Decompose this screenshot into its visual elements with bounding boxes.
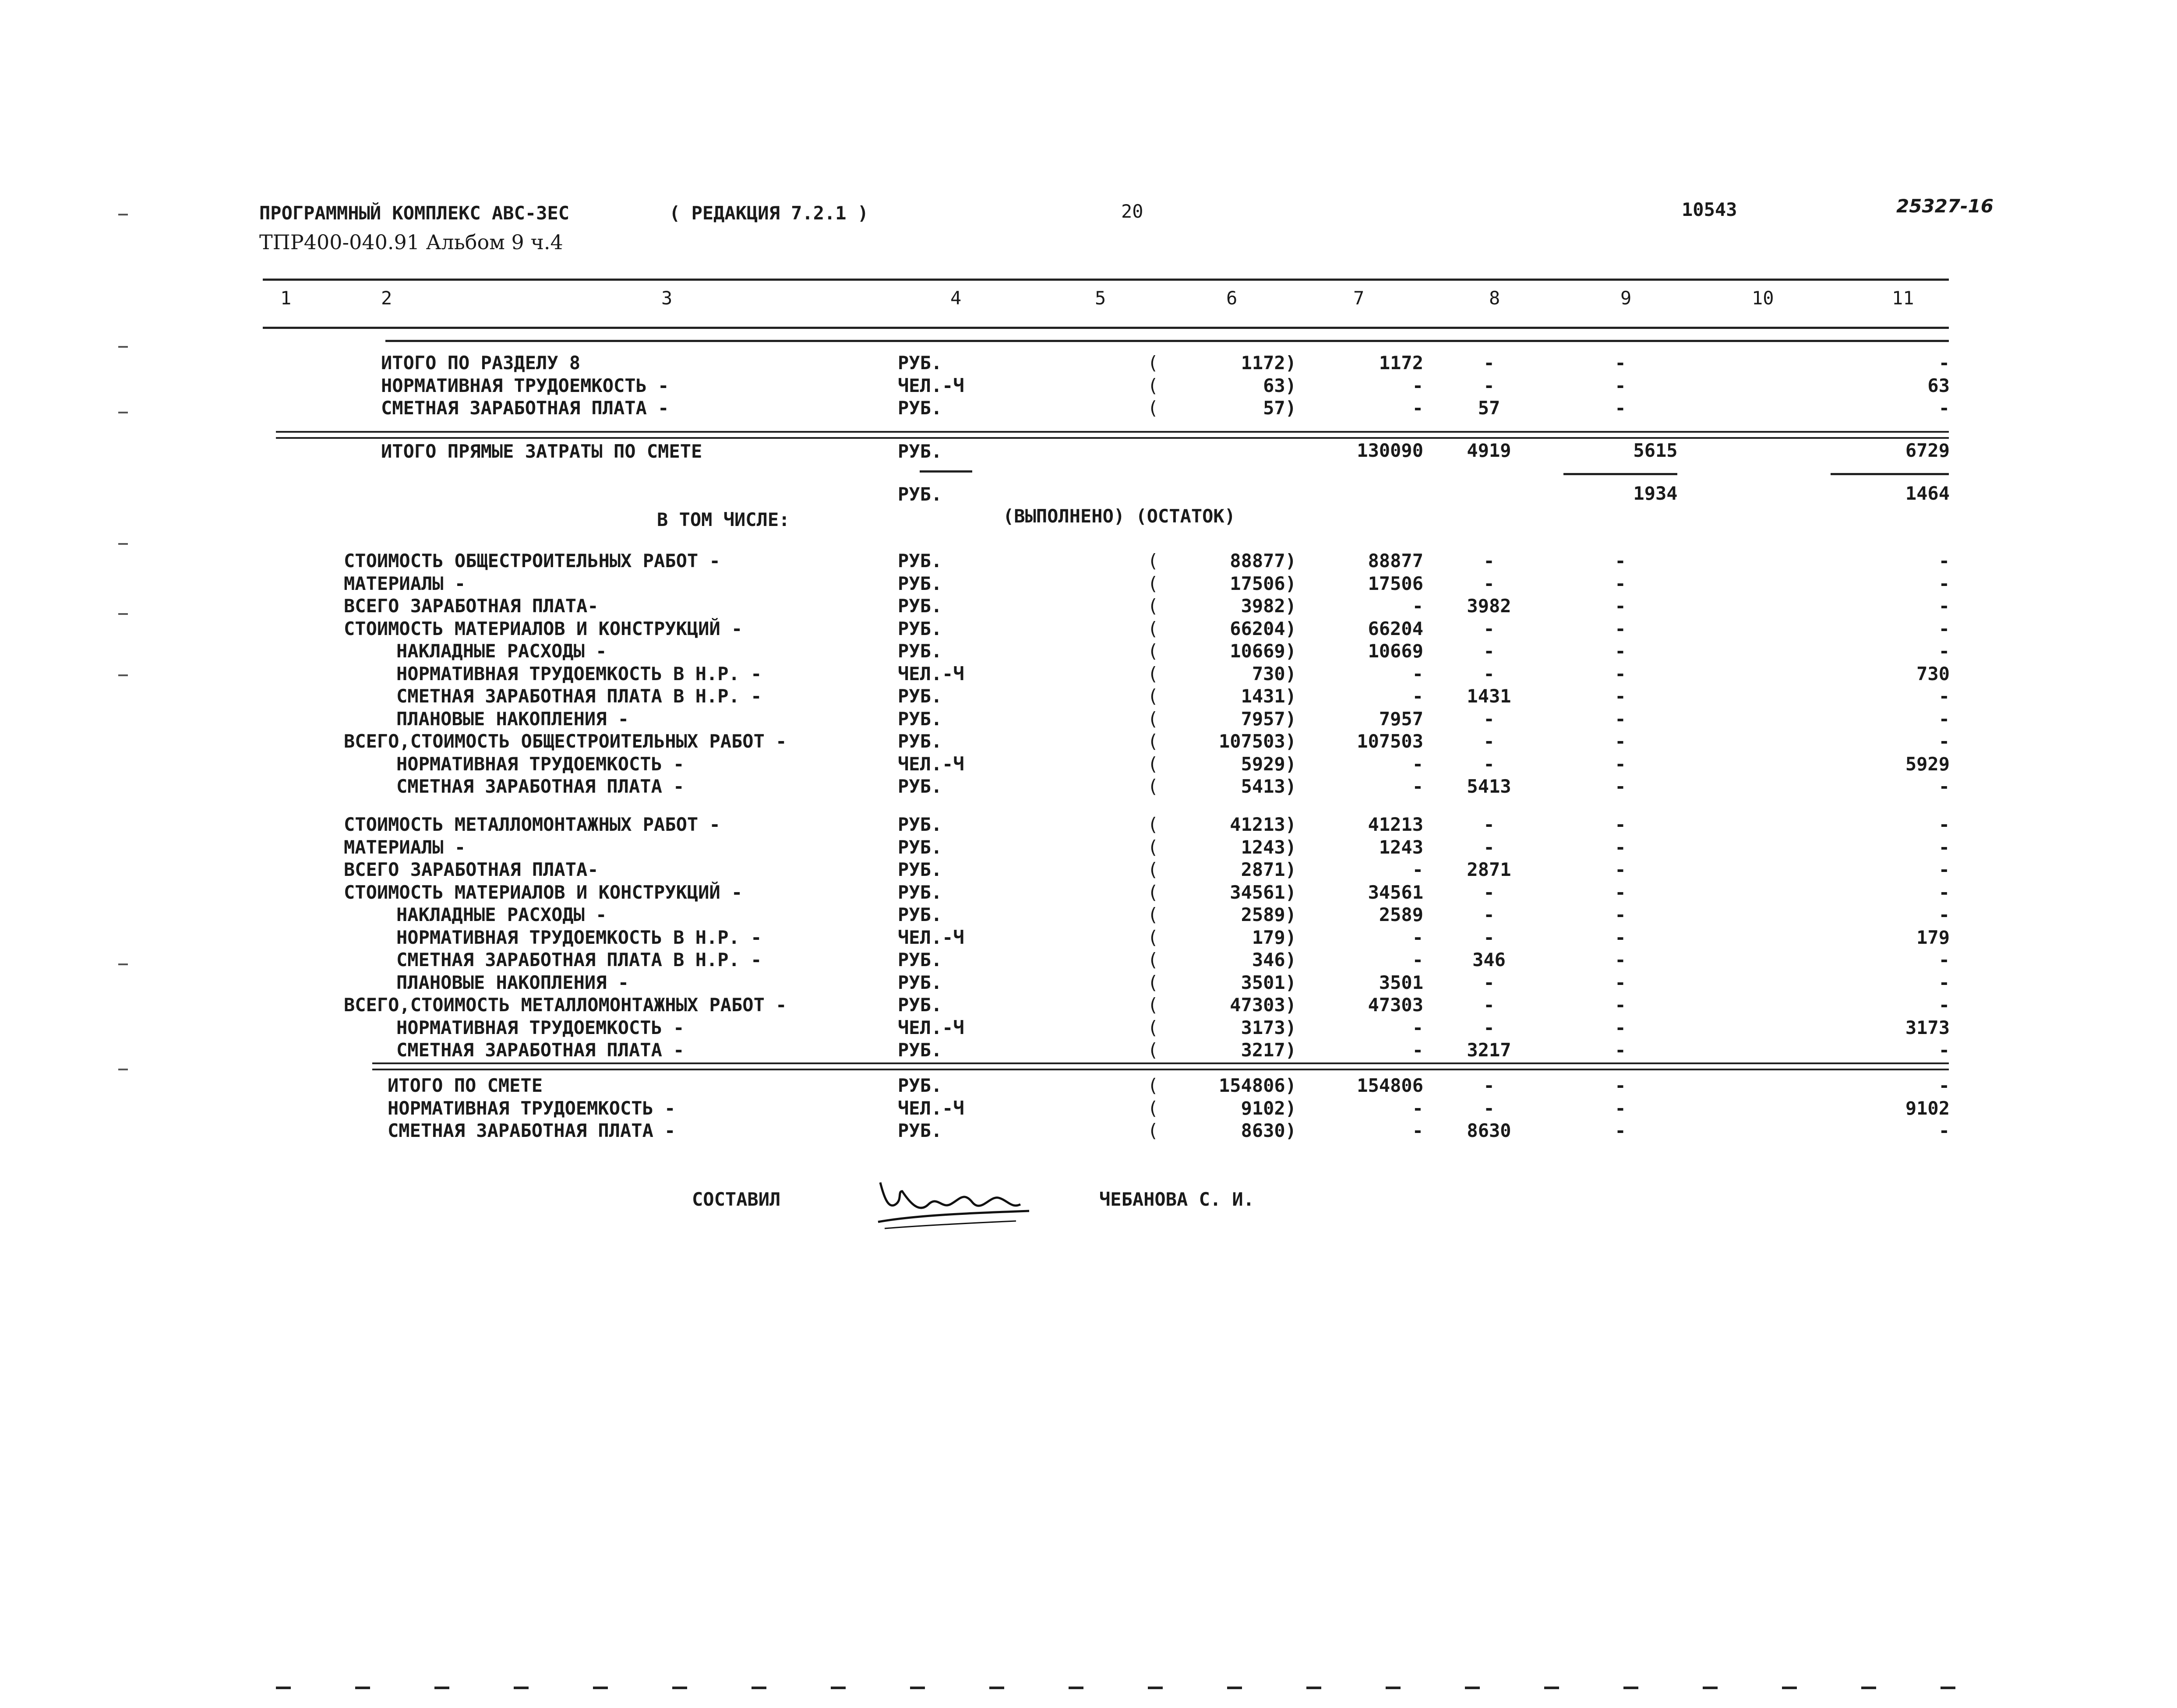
col9-value: - [1615,776,1626,797]
grand-total-rule-1 [372,1062,1949,1064]
col7-value: - [1412,595,1423,617]
row-name: НОРМАТИВНАЯ ТРУДОЕМКОСТЬ - [381,374,669,396]
column-number-4: 4 [950,287,962,309]
open-paren: ( [1147,572,1159,594]
row-unit: РУБ. [898,685,942,707]
row-name: НОРМАТИВНАЯ ТРУДОЕМКОСТЬ - [388,1097,676,1119]
col7-value: 154806 [1357,1075,1423,1096]
col11-value: - [1938,1039,1950,1061]
direct-costs-col8: 4919 [1467,440,1511,461]
row-name: ПЛАНОВЫЕ НАКОПЛЕНИЯ - [396,971,629,993]
col7-value: 34561 [1368,881,1423,903]
col8-value: - [1483,663,1495,685]
direct-costs-rule-1 [276,431,1949,433]
col11-value: 5929 [1905,753,1950,775]
col11-value: - [1938,814,1950,835]
col8-value: 8630 [1467,1120,1511,1141]
edge-dash [1861,1687,1876,1689]
column-number-1: 1 [280,287,292,309]
row-unit: РУБ. [898,708,942,730]
col11-value: - [1938,1120,1950,1141]
col11-value: - [1938,859,1950,880]
row-unit: ЧЕЛ.-Ч [898,374,964,396]
col6-value: 346) [1252,949,1296,970]
col9-value: - [1615,1016,1626,1038]
col8-value: 3217 [1467,1039,1511,1061]
edge-dash [355,1687,370,1689]
margin-tick [118,214,128,215]
col6-value: 3173) [1241,1016,1296,1038]
col11-value: 179 [1916,926,1950,948]
open-paren: ( [1147,1039,1159,1061]
col6-value: 5929) [1241,753,1296,775]
col7-value: 41213 [1368,814,1423,835]
row-name: ВСЕГО ЗАРАБОТНАЯ ПЛАТА- [344,859,599,880]
col9-value: - [1615,1097,1626,1119]
row-unit: ЧЕЛ.-Ч [898,663,964,685]
col7-value: - [1412,1039,1423,1061]
direct-costs-label: ИТОГО ПРЯМЫЕ ЗАТРАТЫ ПО СМЕТЕ [381,441,702,462]
edge-dash [910,1687,925,1689]
album-reference: ТПР400-040.91 Альбом 9 ч.4 [259,230,563,254]
col8-value: - [1483,753,1495,775]
col11-value: - [1938,352,1950,374]
row-name: СТОИМОСТЬ МАТЕРИАЛОВ И КОНСТРУКЦИЙ - [344,618,743,639]
row-unit: РУБ. [898,572,942,594]
col6-value: 107503) [1218,730,1296,752]
edge-dash [1306,1687,1321,1689]
row-name: ПЛАНОВЫЕ НАКОПЛЕНИЯ - [396,708,629,730]
col7-value: - [1412,1016,1423,1038]
page-number: 20 [1121,201,1143,222]
col8-value: - [1483,926,1495,948]
row-name: ИТОГО ПО СМЕТЕ [388,1075,543,1096]
col9-value: - [1615,595,1626,617]
edge-dash [1148,1687,1163,1689]
open-paren: ( [1147,352,1159,374]
edge-dash [1465,1687,1480,1689]
col8-value: - [1483,881,1495,903]
row-unit: РУБ. [898,397,942,419]
open-paren: ( [1147,708,1159,730]
col11-value: - [1938,881,1950,903]
col11-value: - [1938,685,1950,707]
row-unit: РУБ. [898,1120,942,1141]
margin-tick [118,543,128,545]
column-number-6: 6 [1226,287,1238,309]
col8-value: - [1483,352,1495,374]
direct-costs-col9-b: 1934 [1633,483,1678,504]
row-unit: РУБ. [898,881,942,903]
open-paren: ( [1147,859,1159,880]
edge-dash [434,1687,449,1689]
col6-value: 8630) [1241,1120,1296,1141]
col9-value: - [1615,949,1626,970]
open-paren: ( [1147,397,1159,419]
edge-dash [514,1687,529,1689]
open-paren: ( [1147,618,1159,639]
col7-value: - [1412,776,1423,797]
col9-value: - [1615,994,1626,1016]
row-name: СМЕТНАЯ ЗАРАБОТНАЯ ПЛАТА В Н.Р. - [396,685,762,707]
col9-value: - [1615,663,1626,685]
col11-value: - [1938,708,1950,730]
col9-value: - [1615,572,1626,594]
direct-costs-col9: 5615 [1633,440,1678,461]
direct-costs-unit-rule [920,470,972,473]
col7-value: - [1412,949,1423,970]
column-number-11: 11 [1892,287,1914,309]
row-name: СМЕТНАЯ ЗАРАБОТНАЯ ПЛАТА В Н.Р. - [396,949,762,970]
col6-value: 730) [1252,663,1296,685]
grand-total-rule-2 [372,1069,1949,1070]
col6-value: 57) [1263,397,1296,419]
edge-dash [1941,1687,1955,1689]
col11-value: - [1938,618,1950,639]
direct-costs-unit-2: РУБ. [898,483,942,505]
col11-value: 63 [1927,374,1950,396]
col8-value: - [1483,708,1495,730]
edge-dash [672,1687,687,1689]
row-name: ИТОГО ПО РАЗДЕЛУ 8 [381,352,581,374]
col7-value: 17506 [1368,572,1423,594]
col9-value: - [1615,1120,1626,1141]
row-unit: ЧЕЛ.-Ч [898,1097,964,1119]
row-name: НОРМАТИВНАЯ ТРУДОЕМКОСТЬ В Н.Р. - [396,663,762,685]
margin-tick [118,674,128,676]
col11-value: - [1938,836,1950,858]
margin-tick [118,963,128,965]
column-header-bottom-rule [263,327,1949,329]
col8-value: 1431 [1467,685,1511,707]
direct-costs-rule-2 [276,437,1949,439]
edge-dash [1069,1687,1083,1689]
col6-value: 17506) [1230,572,1296,594]
col7-value: - [1412,859,1423,880]
row-unit: РУБ. [898,776,942,797]
col8-value: - [1483,836,1495,858]
col6-value: 1172) [1241,352,1296,374]
col6-value: 47303) [1230,994,1296,1016]
col8-value: - [1483,994,1495,1016]
col6-value: 3982) [1241,595,1296,617]
edge-dash [1782,1687,1797,1689]
col8-value: - [1483,1075,1495,1096]
col9-value: - [1615,881,1626,903]
col7-value: 10669 [1368,640,1423,662]
col8-value: - [1483,618,1495,639]
col11-value: 3173 [1905,1016,1950,1038]
column-number-7: 7 [1353,287,1365,309]
row-unit: РУБ. [898,971,942,993]
col11-value: - [1938,640,1950,662]
including-label: В ТОМ ЧИСЛЕ: [657,509,790,530]
col6-value: 1243) [1241,836,1296,858]
col7-value: 66204 [1368,618,1423,639]
col9-value: - [1615,374,1626,396]
col6-value: 2589) [1241,904,1296,925]
col9-value: - [1615,550,1626,572]
signature [872,1174,1034,1239]
document-code: 25327-16 [1896,195,1994,217]
open-paren: ( [1147,904,1159,925]
edge-dash [1703,1687,1718,1689]
col7-value: 1243 [1379,836,1423,858]
col11-value: - [1938,1075,1950,1096]
col9-value: - [1615,352,1626,374]
row-name: НОРМАТИВНАЯ ТРУДОЕМКОСТЬ - [396,753,685,775]
col11-value: - [1938,550,1950,572]
column-number-8: 8 [1489,287,1500,309]
col6-value: 2871) [1241,859,1296,880]
row-name: НОРМАТИВНАЯ ТРУДОЕМКОСТЬ В Н.Р. - [396,926,762,948]
col6-value: 88877) [1230,550,1296,572]
col11-value: 9102 [1905,1097,1950,1119]
col6-value: 179) [1252,926,1296,948]
col9-value: - [1615,640,1626,662]
col9-value: - [1615,904,1626,925]
col6-value: 3217) [1241,1039,1296,1061]
col7-value: 3501 [1379,971,1423,993]
open-paren: ( [1147,595,1159,617]
col11-value: - [1938,572,1950,594]
open-paren: ( [1147,550,1159,572]
col9-value: - [1615,1075,1626,1096]
col9-value: - [1615,708,1626,730]
col8-value: - [1483,814,1495,835]
col7-value: - [1412,753,1423,775]
edge-dash [1386,1687,1401,1689]
col9-value: - [1615,836,1626,858]
col9-value: - [1615,859,1626,880]
col7-value: - [1412,685,1423,707]
edge-dash [593,1687,608,1689]
col6-value: 9102) [1241,1097,1296,1119]
col9-value: - [1615,926,1626,948]
col11-value: - [1938,397,1950,419]
row-unit: РУБ. [898,994,942,1016]
compiler-name: ЧЕБАНОВА С. И. [1099,1189,1255,1210]
open-paren: ( [1147,1075,1159,1096]
open-paren: ( [1147,1016,1159,1038]
edge-dash [1544,1687,1559,1689]
col6-value: 34561) [1230,881,1296,903]
col8-value: - [1483,1016,1495,1038]
open-paren: ( [1147,640,1159,662]
row-unit: РУБ. [898,730,942,752]
row-name: МАТЕРИАЛЫ - [344,836,466,858]
col8-value: - [1483,572,1495,594]
edge-dash [1623,1687,1638,1689]
row-name: СТОИМОСТЬ МЕТАЛЛОМОНТАЖНЫХ РАБОТ - [344,814,720,835]
col6-value: 10669) [1230,640,1296,662]
col7-value: - [1412,1097,1423,1119]
row-unit: РУБ. [898,814,942,835]
document-number: 10543 [1682,199,1737,220]
col7-value: 7957 [1379,708,1423,730]
col11-value: - [1938,730,1950,752]
margin-tick [118,412,128,413]
open-paren: ( [1147,994,1159,1016]
col8-value: 2871 [1467,859,1511,880]
open-paren: ( [1147,730,1159,752]
compiled-by-label: СОСТАВИЛ [692,1189,781,1210]
open-paren: ( [1147,685,1159,707]
col7-value: - [1412,1120,1423,1141]
margin-tick [118,346,128,348]
col6-value: 63) [1263,374,1296,396]
row-name: НАКЛАДНЫЕ РАСХОДЫ - [396,904,607,925]
col9-value: - [1615,685,1626,707]
col8-value: - [1483,730,1495,752]
col8-value: - [1483,640,1495,662]
row-unit: РУБ. [898,836,942,858]
col11-value: - [1938,994,1950,1016]
row-unit: РУБ. [898,595,942,617]
col8-value: 346 [1472,949,1506,970]
row-unit: ЧЕЛ.-Ч [898,1016,964,1038]
col7-value: - [1412,374,1423,396]
row-name: СМЕТНАЯ ЗАРАБОТНАЯ ПЛАТА - [396,1039,685,1061]
open-paren: ( [1147,776,1159,797]
open-paren: ( [1147,663,1159,685]
edge-dash [276,1687,291,1689]
row-unit: РУБ. [898,550,942,572]
col7-value: - [1412,397,1423,419]
col8-value: - [1483,374,1495,396]
row-unit: РУБ. [898,904,942,925]
row-name: СМЕТНАЯ ЗАРАБОТНАЯ ПЛАТА - [388,1120,676,1141]
row-unit: РУБ. [898,640,942,662]
row-name: СТОИМОСТЬ МАТЕРИАЛОВ И КОНСТРУКЦИЙ - [344,881,743,903]
column-header-top-rule [263,279,1949,281]
row-name: ВСЕГО,СТОИМОСТЬ МЕТАЛЛОМОНТАЖНЫХ РАБОТ - [344,994,787,1016]
row-unit: ЧЕЛ.-Ч [898,753,964,775]
col7-value: 107503 [1357,730,1423,752]
edition-label: ( РЕДАКЦИЯ 7.2.1 ) [669,202,869,224]
col11-value: - [1938,949,1950,970]
col7-value: - [1412,926,1423,948]
row-unit: РУБ. [898,1039,942,1061]
col8-value: 57 [1478,397,1500,419]
row-unit: РУБ. [898,618,942,639]
column-number-3: 3 [661,287,673,309]
row-name: МАТЕРИАЛЫ - [344,572,466,594]
col8-value: - [1483,1097,1495,1119]
row-unit: РУБ. [898,949,942,970]
col7-value: 47303 [1368,994,1423,1016]
col11-value: - [1938,776,1950,797]
col8-value: - [1483,971,1495,993]
row-name: ВСЕГО ЗАРАБОТНАЯ ПЛАТА- [344,595,599,617]
edge-dash [1227,1687,1242,1689]
col7-value: 88877 [1368,550,1423,572]
edge-dash [831,1687,846,1689]
row-name: СМЕТНАЯ ЗАРАБОТНАЯ ПЛАТА - [396,776,685,797]
edge-dash [752,1687,766,1689]
col8-value: 3982 [1467,595,1511,617]
col9-value: - [1615,618,1626,639]
open-paren: ( [1147,814,1159,835]
margin-tick [118,1069,128,1070]
row-unit: РУБ. [898,859,942,880]
direct-costs-col7: 130090 [1357,440,1423,461]
col7-value: 1172 [1379,352,1423,374]
open-paren: ( [1147,753,1159,775]
col11-value: 730 [1916,663,1950,685]
open-paren: ( [1147,1120,1159,1141]
col9-value: - [1615,397,1626,419]
col8-value: - [1483,550,1495,572]
row-name: СМЕТНАЯ ЗАРАБОТНАЯ ПЛАТА - [381,397,669,419]
row-name: ВСЕГО,СТОИМОСТЬ ОБЩЕСТРОИТЕЛЬНЫХ РАБОТ - [344,730,787,752]
col9-value: - [1615,730,1626,752]
column-number-10: 10 [1752,287,1774,309]
open-paren: ( [1147,836,1159,858]
col11-value: - [1938,595,1950,617]
section-top-rule [385,340,1949,342]
open-paren: ( [1147,971,1159,993]
row-name: НОРМАТИВНАЯ ТРУДОЕМКОСТЬ - [396,1016,685,1038]
col6-value: 7957) [1241,708,1296,730]
col11-value: - [1938,904,1950,925]
col9-value: - [1615,814,1626,835]
row-unit: РУБ. [898,1075,942,1096]
direct-costs-col11-rule [1831,473,1949,475]
direct-costs-unit: РУБ. [898,441,942,462]
row-name: НАКЛАДНЫЕ РАСХОДЫ - [396,640,607,662]
col6-value: 5413) [1241,776,1296,797]
column-number-2: 2 [381,287,392,309]
edge-dash [989,1687,1004,1689]
col8-value: 5413 [1467,776,1511,797]
column-number-9: 9 [1620,287,1632,309]
col6-value: 154806) [1218,1075,1296,1096]
direct-costs-col11: 6729 [1905,440,1950,461]
open-paren: ( [1147,1097,1159,1119]
row-name: СТОИМОСТЬ ОБЩЕСТРОИТЕЛЬНЫХ РАБОТ - [344,550,720,572]
col9-value: - [1615,971,1626,993]
open-paren: ( [1147,881,1159,903]
direct-costs-col9-rule [1563,473,1677,475]
col6-value: 66204) [1230,618,1296,639]
col6-value: 41213) [1230,814,1296,835]
open-paren: ( [1147,374,1159,396]
done-remain-label: (ВЫПОЛНЕНО) (ОСТАТОК) [1003,505,1236,527]
direct-costs-col11-b: 1464 [1905,483,1950,504]
col11-value: - [1938,971,1950,993]
col6-value: 3501) [1241,971,1296,993]
col7-value: 2589 [1379,904,1423,925]
col6-value: 1431) [1241,685,1296,707]
open-paren: ( [1147,949,1159,970]
col8-value: - [1483,904,1495,925]
program-title: ПРОГРАММНЫЙ КОМПЛЕКС АВС-3ЕС [259,202,570,224]
row-unit: РУБ. [898,352,942,374]
row-unit: ЧЕЛ.-Ч [898,926,964,948]
col9-value: - [1615,753,1626,775]
open-paren: ( [1147,926,1159,948]
column-number-5: 5 [1095,287,1106,309]
col9-value: - [1615,1039,1626,1061]
margin-tick [118,613,128,615]
col7-value: - [1412,663,1423,685]
